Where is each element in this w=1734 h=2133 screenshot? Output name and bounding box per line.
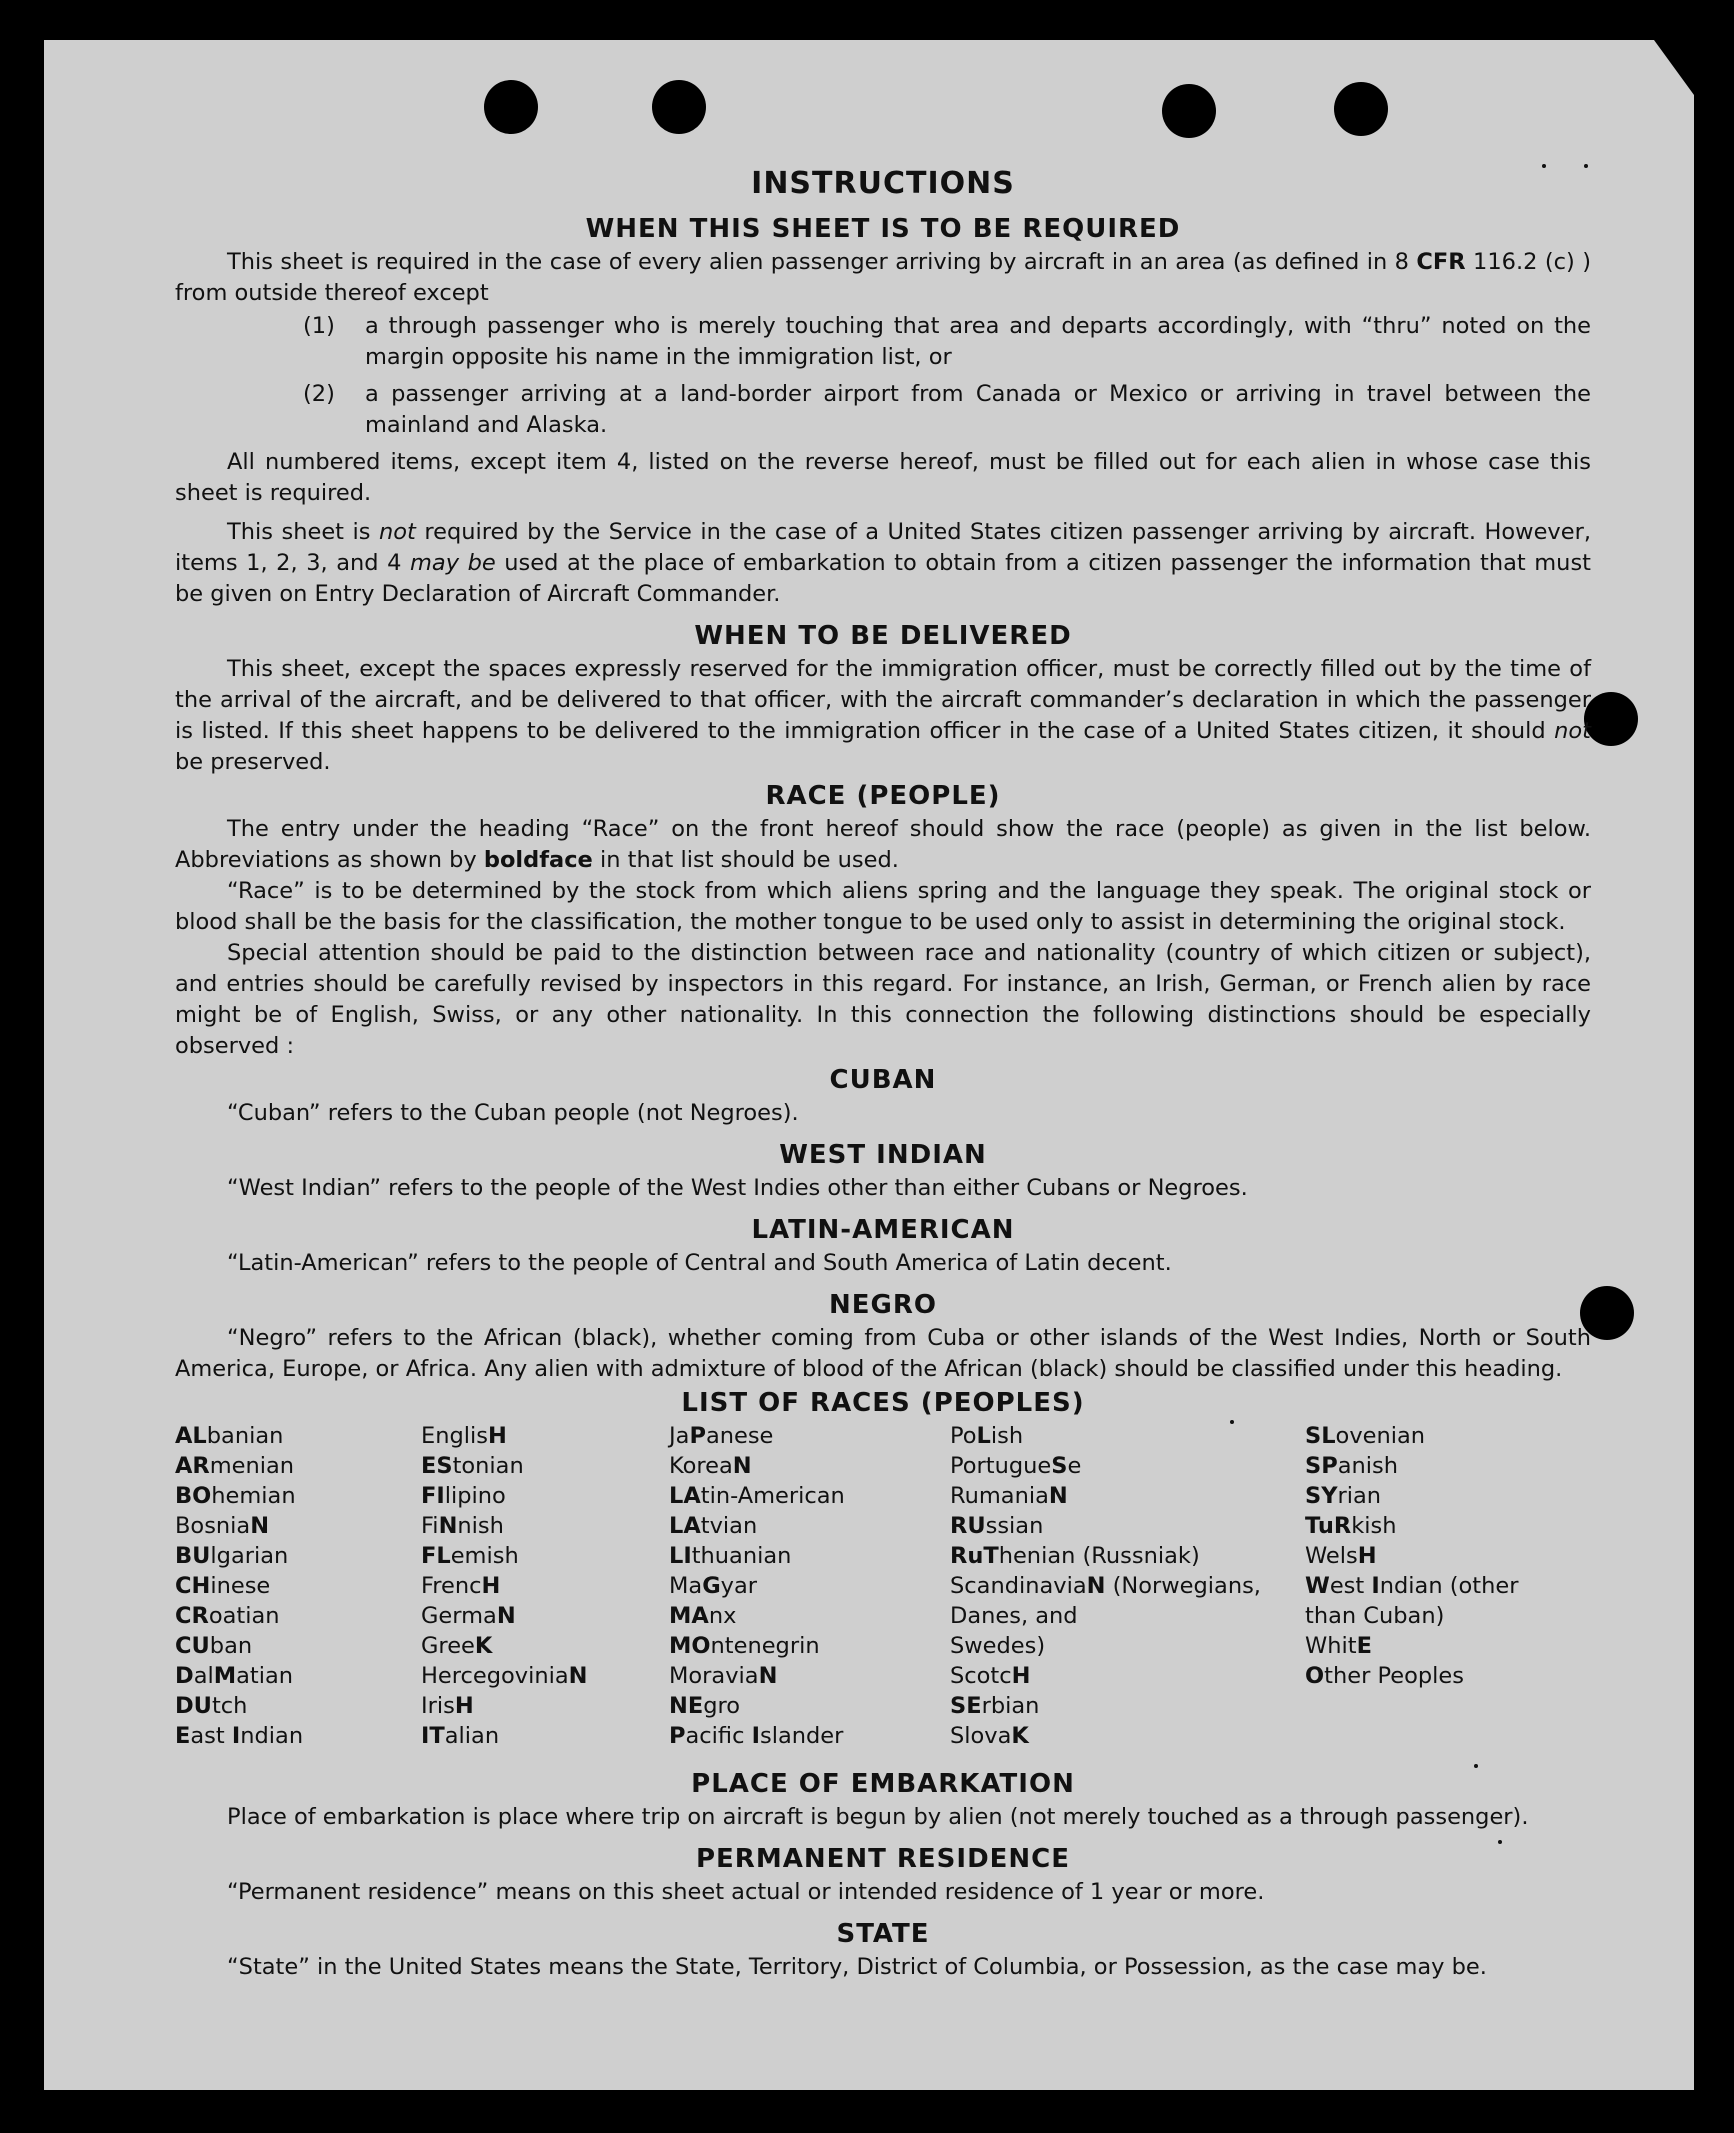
state-definition: “State” in the United States means the State, Territory, District of Columbia, or Possession, as the case may be.	[227, 1954, 1487, 1980]
heading-negro: NEGRO	[829, 1290, 937, 1320]
heading-cuban: CUBAN	[829, 1065, 937, 1095]
race-abbreviation: H	[1357, 1543, 1377, 1569]
race-text: alian	[444, 1723, 500, 1749]
race-entry	[175, 1541, 303, 1571]
race-abbreviation: AL	[175, 1423, 207, 1449]
race-text: Slova	[950, 1723, 1012, 1749]
place-of-embarkation-definition: Place of embarkation is place where trip on aircraft is begun by alien (not merely touched as a through passenger).	[227, 1804, 1529, 1830]
race-abbreviation: FI	[421, 1483, 445, 1509]
race-text: e	[1067, 1453, 1082, 1479]
race-text: Scotc	[950, 1663, 1012, 1689]
race-entry	[669, 1451, 845, 1481]
page-title: INSTRUCTIONS	[751, 166, 1015, 201]
race-entry	[421, 1481, 588, 1511]
race-paragraph-1: The entry under the heading “Race” on the front hereof should show the race (people) as given in the list below. Abbreviations as shown by boldface in that list should be used.	[175, 816, 1591, 873]
race-text: tonian	[452, 1453, 524, 1479]
race-abbreviation: I	[231, 1723, 241, 1749]
race-text: henian (Russniak)	[998, 1543, 1200, 1569]
race-text: Po	[950, 1423, 977, 1449]
race-entry	[669, 1571, 845, 1601]
race-text: lgarian	[210, 1543, 289, 1569]
heading-latin-american: LATIN-AMERICAN	[751, 1215, 1015, 1245]
race-entry	[669, 1691, 845, 1721]
race-text: oatian	[208, 1603, 280, 1629]
race-text: slander	[759, 1723, 844, 1749]
race-text: Wels	[1305, 1543, 1358, 1569]
heading-when-required: WHEN THIS SHEET IS TO BE REQUIRED	[585, 214, 1181, 244]
race-entry	[175, 1571, 303, 1601]
race-text: emish	[450, 1543, 519, 1569]
race-abbreviation: N	[496, 1603, 516, 1629]
exception-item-1: (1) a through passenger who is merely touching that area and departs accordingly, with “thru” noted on the margin opposite his name in the immigration list, or	[303, 313, 1591, 370]
race-abbreviation: CU	[175, 1633, 210, 1659]
race-entry	[1305, 1601, 1518, 1631]
race-abbreviation: TuR	[1305, 1513, 1352, 1539]
when-delivered-paragraph: This sheet, except the spaces expressly reserved for the immigration officer, must be correctly filled out by the time of the arrival of the aircraft, and be delivered to that officer, with the aircraft commander’s declaration in which the passenger is listed. If this sheet happens to be delivered to the immigration officer in the case of a United States citizen, it should not be preserved.	[175, 656, 1591, 775]
punch-hole	[1162, 84, 1216, 138]
race-text: rbian	[981, 1693, 1040, 1719]
race-text: Scandinavia	[950, 1573, 1087, 1599]
race-text: gro	[703, 1693, 741, 1719]
race-entry	[175, 1691, 303, 1721]
heading-state: STATE	[836, 1919, 930, 1949]
race-text: tvian	[700, 1513, 758, 1539]
exception-item-2: (2) a passenger arriving at a land-border airport from Canada or Mexico or arriving in travel between the mainland and Alaska.	[303, 381, 1591, 438]
race-text: ish	[990, 1423, 1024, 1449]
race-text: Rumania	[950, 1483, 1049, 1509]
race-abbreviation: M	[213, 1663, 237, 1689]
race-text: tch	[211, 1693, 248, 1719]
race-text: (Norwegians,	[1105, 1573, 1261, 1599]
race-text: hemian	[211, 1483, 296, 1509]
race-column	[950, 1421, 1261, 1751]
race-text: Gree	[421, 1633, 475, 1659]
race-abbreviation: AR	[175, 1453, 210, 1479]
race-text: Ja	[669, 1423, 690, 1449]
race-text: Germa	[421, 1603, 497, 1629]
race-text: Englis	[421, 1423, 488, 1449]
race-abbreviation: MA	[669, 1603, 709, 1629]
west-indian-definition: “West Indian” refers to the people of the West Indies other than either Cubans or Negroes.	[227, 1175, 1248, 1201]
race-entry	[950, 1661, 1261, 1691]
race-column	[669, 1421, 845, 1751]
race-entry	[1305, 1661, 1518, 1691]
race-abbreviation: D	[175, 1663, 194, 1689]
race-abbreviation: LA	[669, 1513, 701, 1539]
race-text: ovenian	[1335, 1423, 1426, 1449]
race-text: menian	[209, 1453, 295, 1479]
race-abbreviation: W	[1305, 1573, 1330, 1599]
race-text: Frenc	[421, 1573, 482, 1599]
race-text: Portugue	[950, 1453, 1052, 1479]
race-text: yar	[720, 1573, 758, 1599]
race-entry	[421, 1691, 588, 1721]
race-entry	[669, 1631, 845, 1661]
race-entry	[669, 1511, 845, 1541]
race-column	[175, 1421, 303, 1751]
race-entry	[421, 1541, 588, 1571]
punch-hole	[652, 80, 706, 134]
punch-hole	[1584, 692, 1638, 746]
race-text: Iris	[421, 1693, 455, 1719]
race-entry	[950, 1481, 1261, 1511]
heading-when-delivered: WHEN TO BE DELIVERED	[694, 621, 1072, 651]
instructions-content	[175, 166, 1591, 1983]
race-text: rian	[1337, 1483, 1382, 1509]
race-text: nish	[457, 1513, 504, 1539]
race-abbreviation: N	[438, 1513, 458, 1539]
race-text: anish	[1337, 1453, 1398, 1479]
race-text: Bosnia	[175, 1513, 251, 1539]
race-abbreviation: LI	[669, 1543, 692, 1569]
race-entry	[421, 1631, 588, 1661]
race-text: tin-American	[700, 1483, 845, 1509]
heading-place-of-embarkation: PLACE OF EMBARKATION	[691, 1769, 1075, 1799]
race-abbreviation: E	[1356, 1633, 1372, 1659]
race-abbreviation: RU	[950, 1513, 986, 1539]
numbered-items-paragraph: All numbered items, except item 4, listed on the reverse hereof, must be filled out for each alien in whose case this sheet is required.	[175, 449, 1591, 506]
negro-definition: “Negro” refers to the African (black), whether coming from Cuba or other islands of the West Indies, North or South America, Europe, or Africa. Any alien with admixture of blood of the African (black) should be classified under this heading.	[175, 1325, 1591, 1382]
race-text: Swedes)	[950, 1633, 1046, 1659]
race-entry	[950, 1571, 1261, 1601]
race-text: al	[193, 1663, 214, 1689]
race-abbreviation: LA	[669, 1483, 701, 1509]
race-entry	[1305, 1631, 1518, 1661]
race-entry	[175, 1511, 303, 1541]
race-text: ntenegrin	[710, 1633, 820, 1659]
race-entry	[175, 1421, 303, 1451]
citizen-paragraph: This sheet is not required by the Service in the case of a United States citizen passenger arriving by aircraft. However, items 1, 2, 3, and 4 may be used at the place of embarkation to obtain from a citizen passenger the information that must be given on Entry Declaration of Aircraft Commander.	[175, 519, 1591, 607]
race-abbreviation: ES	[421, 1453, 453, 1479]
race-entry	[175, 1721, 303, 1751]
race-column	[1305, 1421, 1518, 1691]
race-text: Moravia	[669, 1663, 759, 1689]
race-entry	[950, 1601, 1261, 1631]
race-entry	[950, 1721, 1261, 1751]
race-entry	[175, 1481, 303, 1511]
latin-american-definition: “Latin-American” refers to the people of Central and South America of Latin decent.	[227, 1250, 1172, 1276]
race-text: atian	[236, 1663, 294, 1689]
race-text: ast	[190, 1723, 232, 1749]
race-entry	[669, 1421, 845, 1451]
race-entry	[950, 1691, 1261, 1721]
race-abbreviation: BU	[175, 1543, 211, 1569]
punch-hole	[1334, 82, 1388, 136]
race-entry	[950, 1451, 1261, 1481]
race-text: Danes, and	[950, 1603, 1078, 1629]
race-text: kish	[1351, 1513, 1397, 1539]
race-abbreviation: CH	[175, 1573, 211, 1599]
race-abbreviation: N	[1086, 1573, 1106, 1599]
race-text: acific	[685, 1723, 752, 1749]
race-entry	[175, 1601, 303, 1631]
race-text: Whit	[1305, 1633, 1357, 1659]
race-entry	[669, 1601, 845, 1631]
race-text: banian	[206, 1423, 284, 1449]
race-text: ssian	[985, 1513, 1044, 1539]
race-entry	[421, 1511, 588, 1541]
race-abbreviation: BO	[175, 1483, 212, 1509]
race-abbreviation: H	[454, 1693, 474, 1719]
race-abbreviation: SE	[950, 1693, 982, 1719]
race-text: lipino	[444, 1483, 506, 1509]
race-abbreviation: CR	[175, 1603, 209, 1629]
race-entry	[421, 1571, 588, 1601]
race-text: ndian (other	[1379, 1573, 1519, 1599]
race-abbreviation: N	[732, 1453, 752, 1479]
race-abbreviation: H	[1011, 1663, 1031, 1689]
race-abbreviation: I	[751, 1723, 760, 1749]
heading-list-of-races: LIST OF RACES (PEOPLES)	[681, 1388, 1085, 1418]
race-abbreviation: P	[689, 1423, 706, 1449]
race-column	[421, 1421, 588, 1751]
race-text: nx	[708, 1603, 737, 1629]
race-abbreviation: N	[250, 1513, 270, 1539]
race-abbreviation: SP	[1305, 1453, 1338, 1479]
race-text: Hercegovinia	[421, 1663, 569, 1689]
race-abbreviation: S	[1051, 1453, 1068, 1479]
race-abbreviation: G	[702, 1573, 721, 1599]
race-paragraph-2: “Race” is to be determined by the stock from which aliens spring and the language they speak. The original stock or blood shall be the basis for the classification, the mother tongue to be used only to assist in determining the original stock.	[175, 878, 1591, 935]
race-abbreviation: N	[568, 1663, 588, 1689]
race-entry	[950, 1511, 1261, 1541]
race-abbreviation: K	[474, 1633, 493, 1659]
race-text: than Cuban)	[1305, 1603, 1445, 1629]
race-entry	[175, 1451, 303, 1481]
race-text: Ma	[669, 1573, 703, 1599]
race-entry	[669, 1541, 845, 1571]
race-abbreviation: N	[1048, 1483, 1068, 1509]
race-abbreviation: O	[1305, 1663, 1325, 1689]
race-entry	[669, 1661, 845, 1691]
race-abbreviation: P	[669, 1723, 686, 1749]
race-text: ther Peoples	[1324, 1663, 1464, 1689]
heading-west-indian: WEST INDIAN	[779, 1140, 987, 1170]
race-entry	[421, 1721, 588, 1751]
race-abbreviation: I	[1371, 1573, 1380, 1599]
cuban-definition: “Cuban” refers to the Cuban people (not Negroes).	[227, 1100, 799, 1126]
race-entry	[1305, 1571, 1518, 1601]
race-abbreviation: H	[481, 1573, 501, 1599]
list-of-races	[175, 1421, 1591, 1766]
race-entry	[175, 1631, 303, 1661]
race-entry	[669, 1721, 845, 1751]
race-entry	[421, 1421, 588, 1451]
race-text: Korea	[669, 1453, 733, 1479]
race-text: thuanian	[691, 1543, 792, 1569]
race-abbreviation: MO	[669, 1633, 711, 1659]
race-abbreviation: SY	[1305, 1483, 1338, 1509]
race-abbreviation: IT	[421, 1723, 445, 1749]
race-entry	[950, 1421, 1261, 1451]
race-text: inese	[210, 1573, 271, 1599]
race-entry	[1305, 1481, 1518, 1511]
race-text: ndian	[240, 1723, 304, 1749]
race-abbreviation: FL	[421, 1543, 451, 1569]
race-text: anese	[705, 1423, 774, 1449]
permanent-residence-definition: “Permanent residence” means on this sheet actual or intended residence of 1 year or more.	[227, 1879, 1265, 1905]
race-entry	[950, 1541, 1261, 1571]
race-entry	[1305, 1421, 1518, 1451]
race-abbreviation: H	[487, 1423, 507, 1449]
when-required-paragraph: This sheet is required in the case of every alien passenger arriving by aircraft in an area (as defined in 8 CFR 116.2 (c) ) from outside thereof except	[175, 249, 1591, 306]
race-abbreviation: N	[758, 1663, 778, 1689]
race-text: est	[1329, 1573, 1372, 1599]
race-entry	[175, 1661, 303, 1691]
race-entry	[421, 1451, 588, 1481]
race-entry	[421, 1601, 588, 1631]
race-abbreviation: NE	[669, 1693, 704, 1719]
race-abbreviation: DU	[175, 1693, 212, 1719]
race-paragraph-3: Special attention should be paid to the distinction between race and nationality (country of which citizen or subject), and entries should be carefully revised by inspectors in this regard. For instance, an Irish, German, or French alien by race might be of English, Swiss, or any other nationality. In this connection the following distinctions should be especially observed :	[175, 940, 1591, 1059]
race-entry	[950, 1631, 1261, 1661]
race-abbreviation: RuT	[950, 1543, 999, 1569]
heading-permanent-residence: PERMANENT RESIDENCE	[695, 1844, 1071, 1874]
race-entry	[1305, 1511, 1518, 1541]
race-text: ban	[209, 1633, 253, 1659]
race-entry	[421, 1661, 588, 1691]
race-entry	[1305, 1451, 1518, 1481]
race-abbreviation: L	[976, 1423, 991, 1449]
heading-race: RACE (PEOPLE)	[765, 781, 1001, 811]
race-abbreviation: SL	[1305, 1423, 1336, 1449]
punch-hole	[484, 80, 538, 134]
race-abbreviation: K	[1011, 1723, 1029, 1749]
race-entry	[669, 1481, 845, 1511]
race-abbreviation: E	[175, 1723, 191, 1749]
race-text: Fi	[421, 1513, 439, 1539]
race-entry	[1305, 1541, 1518, 1571]
